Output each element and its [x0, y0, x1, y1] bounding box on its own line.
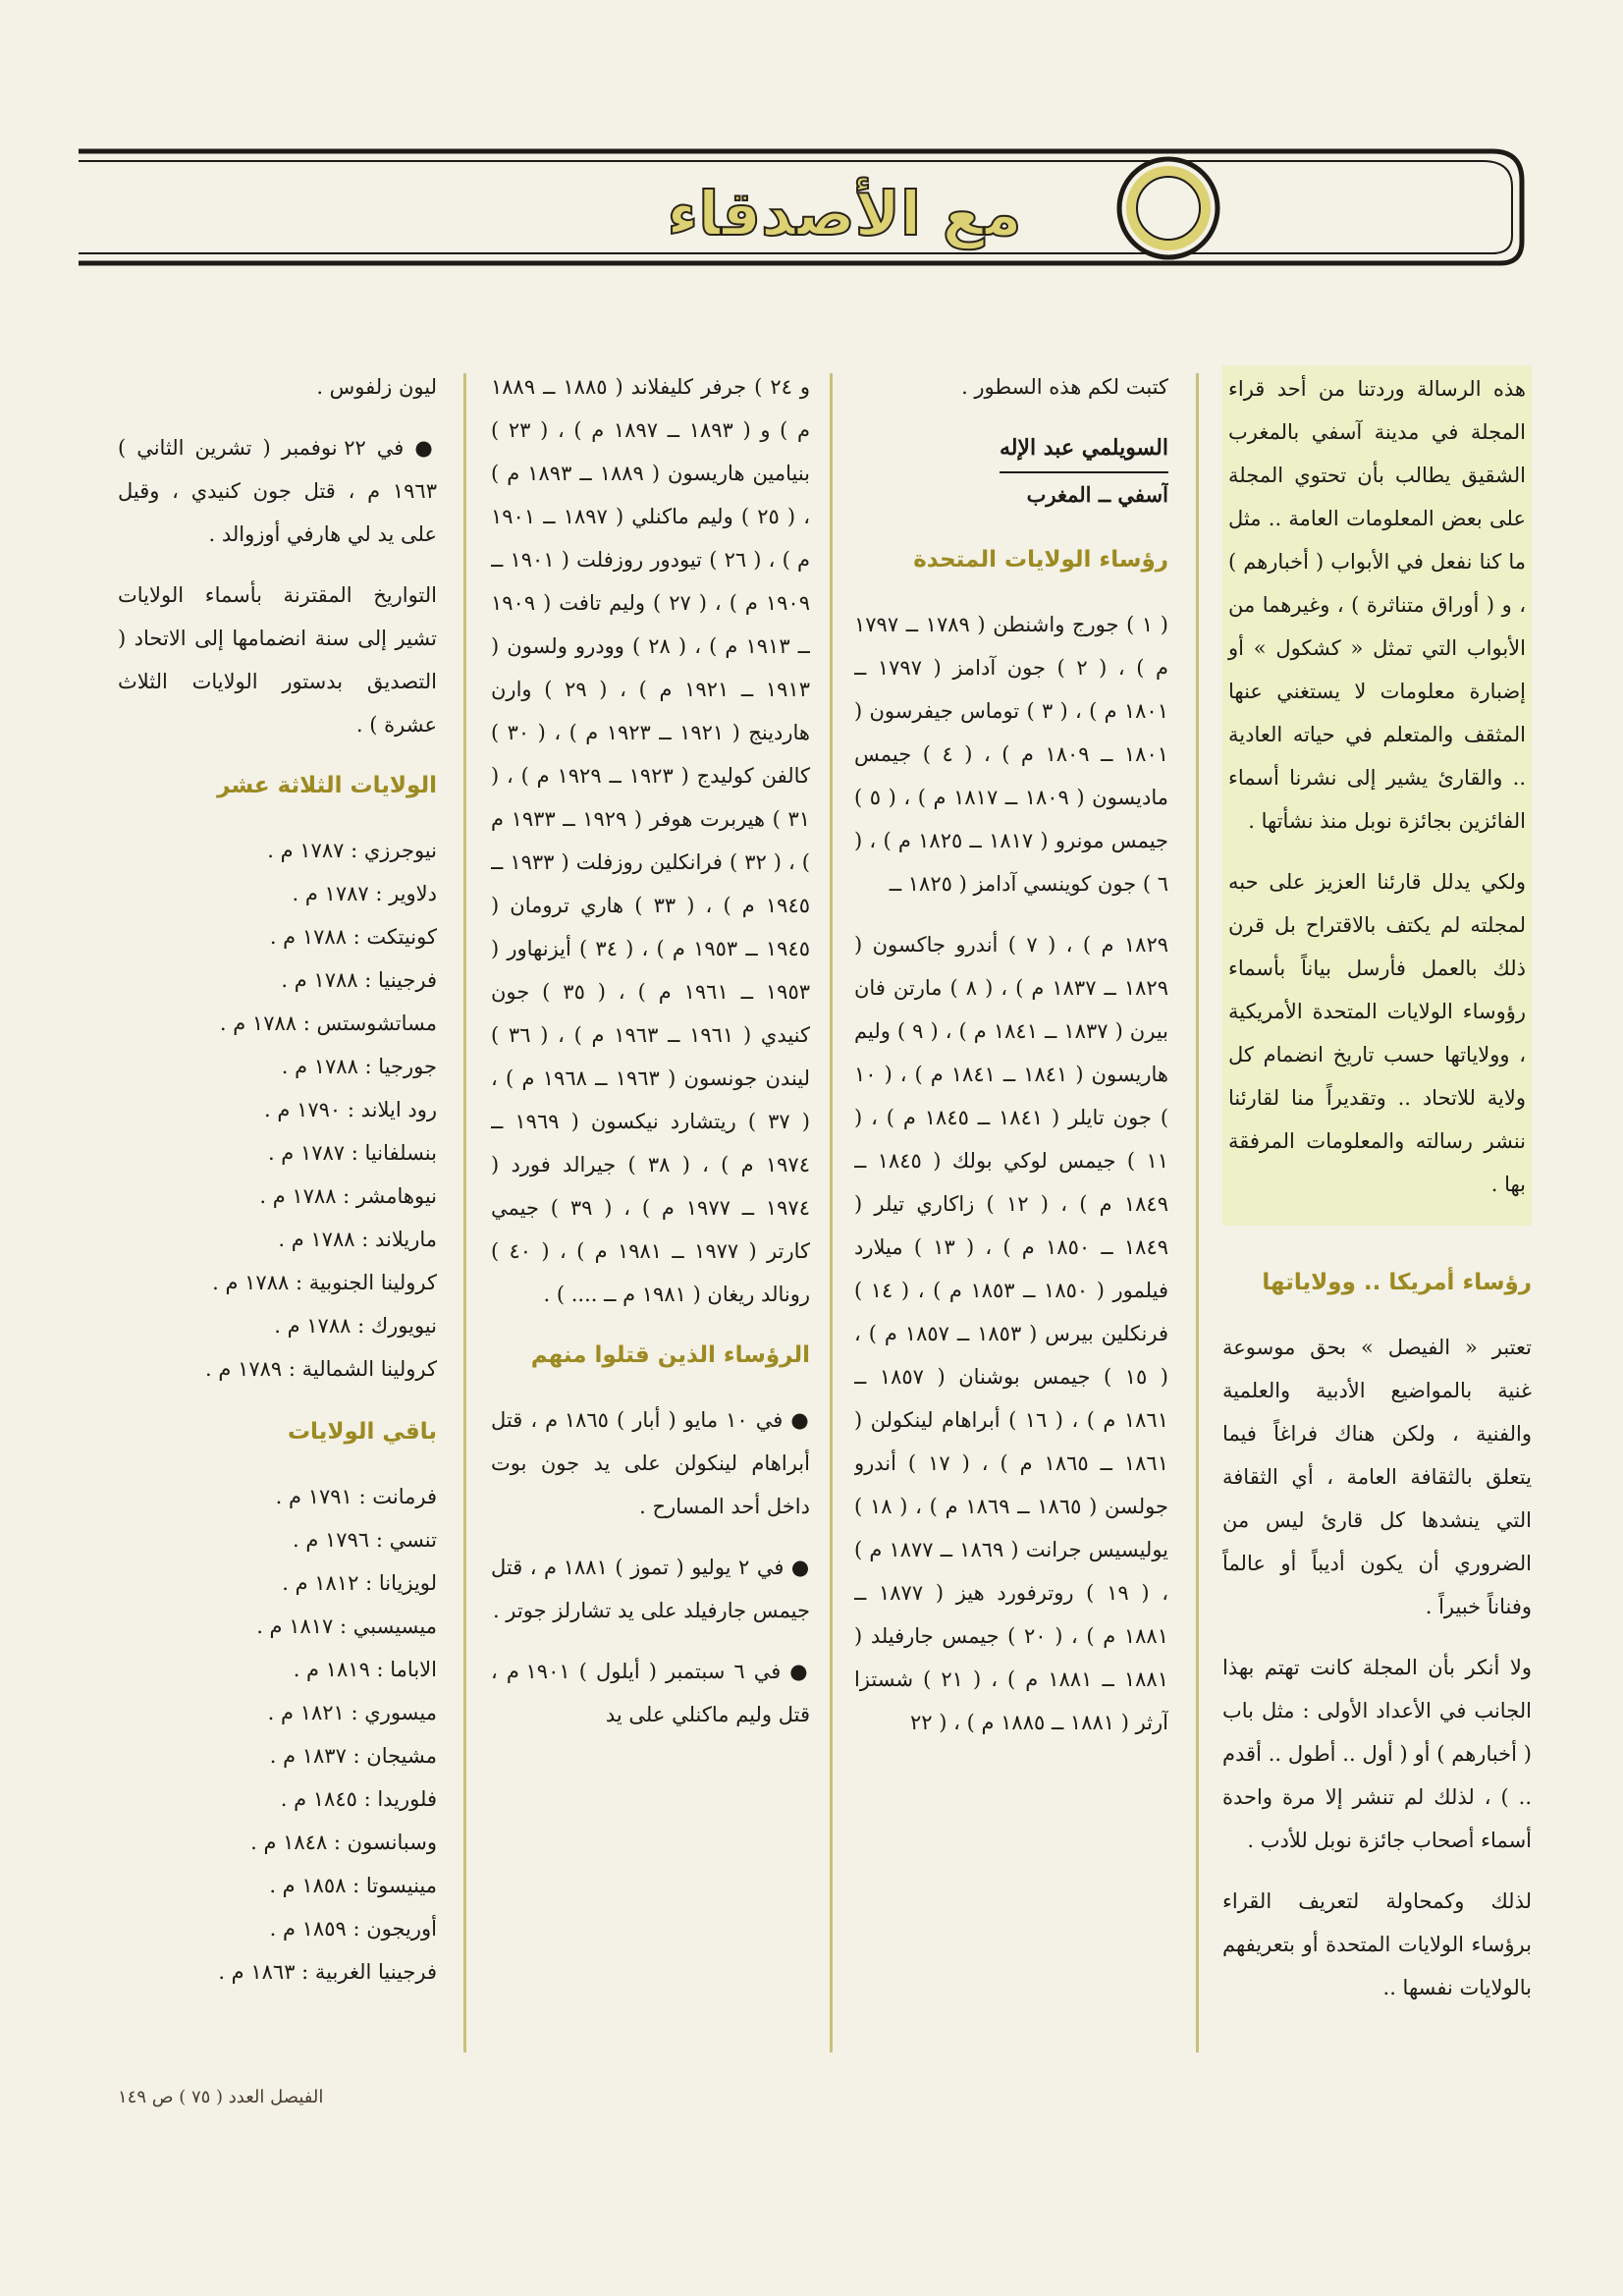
state-item: نيوجرزي : ١٧٨٧ م .	[267, 839, 437, 862]
column-1	[1222, 365, 1532, 2054]
paragraph: ليون زلفوس .	[316, 375, 437, 399]
state-item: كونيتكت : ١٧٨٨ م .	[269, 925, 437, 949]
intro-paragraph: هذه الرسالة وردتنا من أحد قراء المجلة في مدينة آسفي بالمغرب الشقيق يطالب بأن تحتوي المجلة على بعض المعلومات العامة .. مثل ما كنا نفعل في الأبواب ( أخبارهم ) ، و ( أوراق متناثرة ) ، وغيرهما من الأبواب التي تمثل « كشكول » أو إضبارة معلومات لا يستغني عنها المثقف والمتعلم في حياته العادية .. والقارئ يشير إلى نشرنا أسماء الفائزين بجائزة نوبل منذ نشأتها .	[1228, 377, 1526, 833]
section-heading: الرؤساء الذين قتلوا منهم	[530, 1342, 810, 1368]
bullet-item: ● في ٢٢ نوفمبر ( تشرين الثاني ) ١٩٦٣ م ، قتل جون كنيدي ، وقيل على يد لي هارفي أوزوالد .	[118, 426, 437, 556]
column-4	[118, 365, 437, 2054]
article-heading: رؤساء أمريكا .. وولاياتها	[1262, 1270, 1532, 1295]
bullet-item: ● في ١٠ مايو ( أبار ) ١٨٦٥ م ، قتل أبراهام لينكولن على يد جون بوت داخل أحد المسارح .	[491, 1398, 810, 1528]
state-item: مينيسوتا : ١٨٥٨ م .	[269, 1874, 437, 1897]
author-location: آسفي ــ المغرب	[1026, 482, 1168, 507]
paragraph: التواريخ المقترنة بأسماء الولايات تشير إلى سنة انضمامها إلى الاتحاد ( التصديق بدستور الولايات الثلاث عشرة ) .	[118, 583, 437, 737]
section-heading: الولايات الثلاثة عشر	[217, 773, 437, 798]
paragraph: لذلك وكمحاولة لتعريف القراء برؤساء الولايات المتحدة أو بتعريفهم بالولايات نفسها ..	[1222, 1889, 1532, 1999]
presidents-list: ( ١ ) جورج واشنطن ( ١٧٨٩ ــ ١٧٩٧ م ) ، ( ٢ ) جون آدامز ( ١٧٩٧ ــ ١٨٠١ م ) ، ( ٣ ) توماس جيفرسون ( ١٨٠١ ــ ١٨٠٩ م ) ، ( ٤ ) جيمس ماديسون ( ١٨٠٩ ــ ١٨١٧ م ) ، ( ٥ ) جيمس مونرو ( ١٨١٧ ــ ١٨٢٥ م ) ، ( ٦ ) جون كوينسي آدامز ( ١٨٢٥ ــ	[854, 613, 1168, 896]
state-item: نيويورك : ١٧٨٨ م .	[274, 1314, 437, 1338]
state-item: أوريجون : ١٨٥٩ م .	[269, 1917, 437, 1941]
state-item: كرولينا الشمالية : ١٧٨٩ م .	[205, 1357, 437, 1381]
state-item: ماريلاند : ١٧٨٨ م .	[278, 1228, 437, 1251]
state-item: رود ايلاند : ١٧٩٠ م .	[264, 1098, 437, 1121]
section-banner	[79, 147, 1527, 270]
state-item: ميسوري : ١٨٢١ م .	[267, 1701, 437, 1724]
state-item: الاباما : ١٨١٩ م .	[293, 1658, 437, 1681]
bullet-item: ● في ٢ يوليو ( تموز ) ١٨٨١ م ، قتل جيمس جارفيلد على يد تشارلز جوتر .	[491, 1546, 810, 1632]
state-item: فرمانت : ١٧٩١ م .	[275, 1485, 437, 1508]
state-item: وسبانسون : ١٨٤٨ م .	[250, 1831, 437, 1854]
paragraph: كتبت لكم هذه السطور .	[961, 375, 1168, 399]
section-title: مع الأصدقاء	[667, 178, 1022, 249]
state-item: فرجينيا الغربية : ١٨٦٣ م .	[218, 1960, 437, 1984]
state-item: لويزيانا : ١٨١٢ م .	[282, 1571, 437, 1595]
state-item: نيوهامشر : ١٧٨٨ م .	[259, 1184, 437, 1208]
column-2	[854, 365, 1168, 2054]
state-item: كرولينا الجنوبية : ١٧٨٨ م .	[212, 1271, 437, 1294]
presidents-list: و ٢٤ ) جرفر كليفلاند ( ١٨٨٥ ــ ١٨٨٩ م ) و ( ١٨٩٣ ــ ١٨٩٧ م ) ، ( ٢٣ ) بنيامين هاريسون ( ١٨٨٩ ــ ١٨٩٣ م ) ، ( ٢٥ ) وليم ماكنلي ( ١٨٩٧ ــ ١٩٠١ م ) ، ( ٢٦ ) تيودور روزفلت ( ١٩٠١ ــ ١٩٠٩ م ) ، ( ٢٧ ) وليم تافت ( ١٩٠٩ ــ ١٩١٣ م ) ، ( ٢٨ ) وودرو ولسون ( ١٩١٣ ــ ١٩٢١ م ) ، ( ٢٩ ) وارن هاردينج ( ١٩٢١ ــ ١٩٢٣ م ) ، ( ٣٠ ) كالفن كوليدج ( ١٩٢٣ ــ ١٩٢٩ م ) ، ( ٣١ ) هيربرت هوفر ( ١٩٢٩ ــ ١٩٣٣ م ) ، ( ٣٢ ) فرانكلين روزفلت ( ١٩٣٣ ــ ١٩٤٥ م ) ، ( ٣٣ ) هاري ترومان ( ١٩٤٥ ــ ١٩٥٣ م ) ، ( ٣٤ ) أيزنهاور ( ١٩٥٣ ــ ١٩٦١ م ) ، ( ٣٥ ) جون كنيدي ( ١٩٦١ ــ ١٩٦٣ م ) ، ( ٣٦ ) ليندن جونسون ( ١٩٦٣ ــ ١٩٦٨ م ) ، ( ٣٧ ) ريتشارد نيكسون ( ١٩٦٩ ــ ١٩٧٤ م ) ، ( ٣٨ ) جيرالد فورد ( ١٩٧٤ ــ ١٩٧٧ م ) ، ( ٣٩ ) جيمي كارتر ( ١٩٧٧ ــ ١٩٨١ م ) ، ( ٤٠ ) رونالد ريغان ( ١٩٨١ م ــ .... ) .	[491, 375, 810, 1306]
author-name: السويلمي عبد الإله	[1000, 426, 1168, 473]
state-item: بنسلفانيا : ١٧٨٧ م .	[267, 1141, 437, 1165]
column-3	[491, 365, 810, 2054]
state-item: مساتشوستس : ١٧٨٨ م .	[219, 1011, 437, 1035]
state-item: فلوريدا : ١٨٤٥ م .	[280, 1787, 437, 1811]
state-item: ميسيسبي : ١٨١٧ م .	[256, 1614, 437, 1638]
paragraph: تعتبر « الفيصل » بحق موسوعة غنية بالمواضيع الأدبية والعلمية والفنية ، ولكن هناك فراغاً فيما يتعلق بالثقافة العامة ، أي الثقافة التي ينشدها كل قارئ ليس من الضروري أن يكون أديباً أو عالماً وفناناً خبيراً .	[1222, 1336, 1532, 1618]
page-footer: الفيصل العدد ( ٧٥ ) ص ١٤٩	[118, 2087, 324, 2107]
state-item: دلاوير : ١٧٨٧ م .	[292, 882, 437, 905]
signature	[854, 426, 1168, 517]
state-item: مشيجان : ١٨٣٧ م .	[269, 1744, 437, 1768]
presidents-list: ١٨٢٩ م ) ، ( ٧ ) أندرو جاكسون ( ١٨٢٩ ــ ١٨٣٧ م ) ، ( ٨ ) مارتن فان بيرن ( ١٨٣٧ ــ ١٨٤١ م ) ، ( ٩ ) وليم هاريسون ( ١٨٤١ ــ ١٨٤١ م ) ، ( ١٠ ) جون تايلر ( ١٨٤١ ــ ١٨٤٥ م ) ، ( ١١ ) جيمس لوكي بولك ( ١٨٤٥ ــ ١٨٤٩ م ) ، ( ١٢ ) زاكاري تيلر ( ١٨٤٩ ــ ١٨٥٠ م ) ، ( ١٣ ) ميلارد فيلمور ( ١٨٥٠ ــ ١٨٥٣ م ) ، ( ١٤ ) فرنكلين بيرس ( ١٨٥٣ ــ ١٨٥٧ م ) ، ( ١٥ ) جيمس بوشنان ( ١٨٥٧ ــ ١٨٦١ م ) ، ( ١٦ ) أبراهام لينكولن ( ١٨٦١ ــ ١٨٦٥ م ) ، ( ١٧ ) أندرو جولسن ( ١٨٦٥ ــ ١٨٦٩ م ) ، ( ١٨ ) يوليسيس جرانت ( ١٨٦٩ ــ ١٨٧٧ م ) ، ( ١٩ ) روترفورد هيز ( ١٨٧٧ ــ ١٨٨١ م ) ، ( ٢٠ ) جيمس جارفيلد ( ١٨٨١ ــ ١٨٨١ م ) ، ( ٢١ ) شستزا آرثر ( ١٨٨١ ــ ١٨٨٥ م ) ، ( ٢٢	[854, 933, 1168, 1734]
paragraph: ولكي يدلل قارئنا العزيز على حبه لمجلته لم يكتف بالاقتراح بل قرن ذلك بالعمل فأرسل بياناً بأسماء رؤوساء الولايات المتحدة الأمريكية ، وولاياتها حسب تاريخ انضمام كل ولاية للاتحاد .. وتقديراً منا لقارئنا ننشر رسالته والمعلومات المرفقة بها .	[1228, 870, 1526, 1196]
state-item: تنسي : ١٧٩٦ م .	[292, 1528, 437, 1552]
column-divider	[463, 373, 466, 2052]
bullet-item: ● في ٦ سبتمبر ( أيلول ) ١٩٠١ م ، قتل وليم ماكنلي على يد	[491, 1650, 810, 1736]
states-list-13	[118, 829, 437, 1391]
paragraph: ولا أنكر بأن المجلة كانت تهتم بهذا الجانب في الأعداد الأولى : مثل باب ( أخبارهم ) أو ( أول .. أطول .. أقدم .. ) ، لذلك لم تنشر إلا مرة واحدة أسماء أصحاب جائزة نوبل للأدب .	[1222, 1656, 1532, 1852]
section-heading: رؤساء الولايات المتحدة	[913, 547, 1168, 573]
states-list-rest	[118, 1475, 437, 1994]
intro-box	[1222, 365, 1532, 1226]
section-heading: باقي الولايات	[287, 1419, 437, 1445]
column-divider	[1196, 373, 1199, 2052]
state-item: جورجيا : ١٧٨٨ م .	[281, 1055, 437, 1078]
column-divider	[830, 373, 833, 2052]
state-item: فرجينيا : ١٧٨٨ م .	[281, 968, 437, 992]
